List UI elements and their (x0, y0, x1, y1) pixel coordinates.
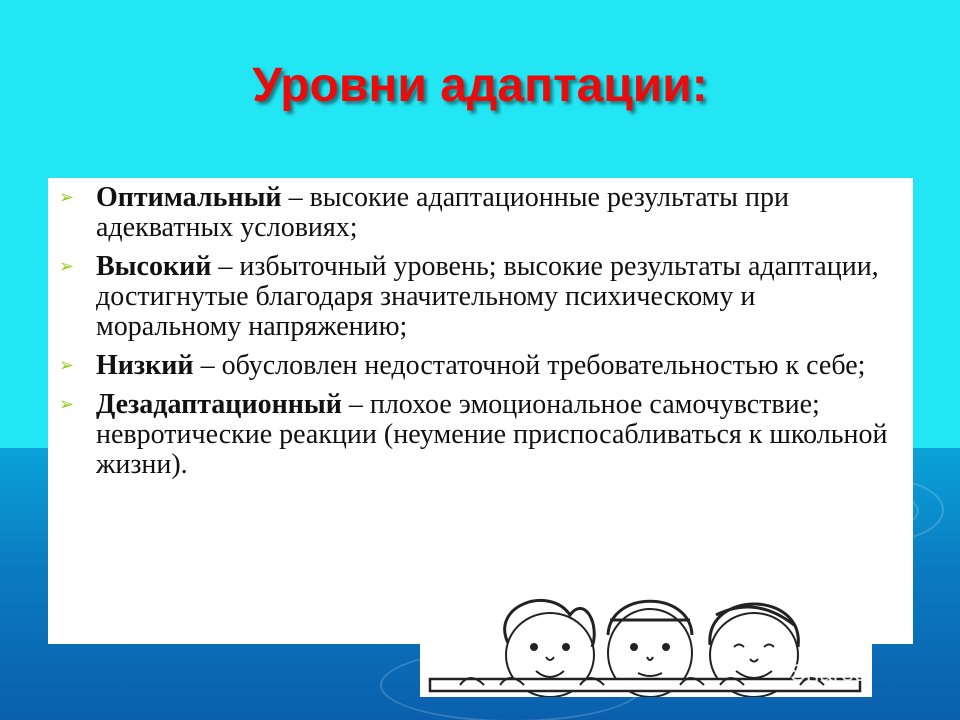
list-item (48, 252, 913, 342)
level-term: Низкий (96, 350, 194, 381)
content-box (48, 178, 913, 644)
level-term: Высокий (96, 251, 212, 282)
list-item (48, 390, 913, 480)
level-term: Оптимальный (96, 182, 282, 213)
watermark: Shared (790, 660, 868, 687)
list-item (48, 351, 913, 381)
arrow-bullet-icon: ➢ (59, 394, 75, 415)
level-description: – высокие адаптационные результаты при адекватных условиях; (96, 182, 789, 243)
level-description: – плохое эмоциональное самочувствие; невротические реакции (неумение приспосабливаться к школьной жизни). (96, 389, 888, 480)
list-item (48, 183, 913, 243)
level-term: Дезадаптационный (96, 389, 342, 420)
level-description: – избыточный уровень; высокие результаты адаптации, достигнутые благодаря значительному психическому и моральному напряжению; (96, 251, 879, 342)
level-description: – обусловлен недостаточной требовательностью к себе; (193, 350, 866, 381)
arrow-bullet-icon: ➢ (59, 256, 75, 277)
slide-title: Уровни адаптации: (252, 59, 708, 112)
arrow-bullet-icon: ➢ (59, 187, 75, 208)
levels-list (48, 178, 913, 480)
arrow-bullet-icon: ➢ (59, 355, 75, 376)
